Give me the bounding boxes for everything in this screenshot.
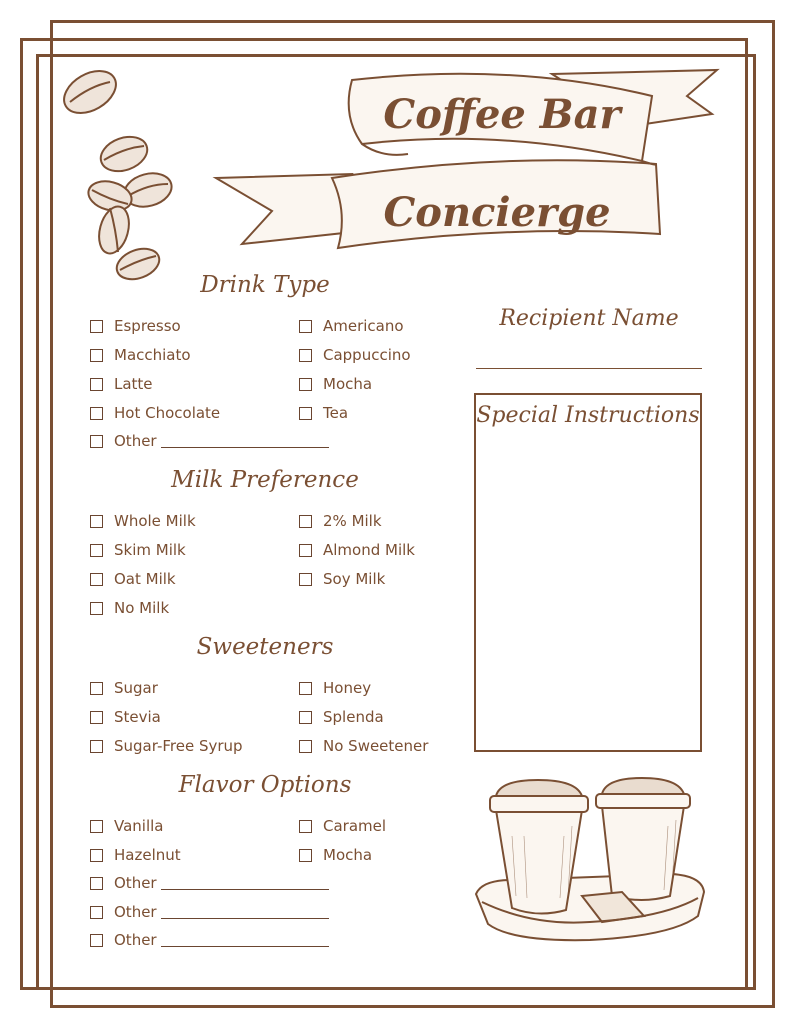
option-label: Mocha bbox=[323, 846, 373, 864]
option-splenda[interactable] bbox=[299, 708, 384, 726]
checkbox[interactable] bbox=[299, 515, 312, 528]
option-label: No Sweetener bbox=[323, 737, 429, 755]
option-label: Soy Milk bbox=[323, 570, 386, 588]
option-cappuccino[interactable] bbox=[299, 346, 411, 364]
other-blank-line[interactable] bbox=[161, 876, 329, 890]
checkbox[interactable] bbox=[90, 378, 103, 391]
option-label: Stevia bbox=[114, 708, 161, 726]
other-blank-line[interactable] bbox=[161, 933, 329, 947]
option-espresso[interactable] bbox=[90, 317, 181, 335]
option-label: Mocha bbox=[323, 375, 373, 393]
checkbox[interactable] bbox=[90, 682, 103, 695]
option-sugar-free-syrup[interactable] bbox=[90, 737, 243, 755]
option-label: Other bbox=[114, 432, 157, 450]
option-other-drink[interactable] bbox=[90, 432, 329, 450]
checkbox[interactable] bbox=[90, 320, 103, 333]
option-sugar[interactable] bbox=[90, 679, 158, 697]
checkbox[interactable] bbox=[299, 378, 312, 391]
coffee-cups-illustration bbox=[472, 776, 708, 952]
option-almond-milk[interactable] bbox=[299, 541, 415, 559]
checkbox[interactable] bbox=[90, 820, 103, 833]
checkbox[interactable] bbox=[299, 711, 312, 724]
option-whole-milk[interactable] bbox=[90, 512, 196, 530]
title-line-1: Coffee Bar bbox=[383, 91, 621, 138]
option-label: Honey bbox=[323, 679, 372, 697]
checkbox[interactable] bbox=[90, 349, 103, 362]
other-blank-line[interactable] bbox=[161, 905, 329, 919]
checkbox[interactable] bbox=[90, 934, 103, 947]
milk-preference-heading: Milk Preference bbox=[171, 467, 359, 493]
checkbox[interactable] bbox=[299, 740, 312, 753]
option-hazelnut[interactable] bbox=[90, 846, 181, 864]
option-label: Oat Milk bbox=[114, 570, 176, 588]
checkbox[interactable] bbox=[90, 602, 103, 615]
title-ribbon bbox=[212, 66, 724, 266]
option-tea[interactable] bbox=[299, 404, 348, 422]
option-label: Cappuccino bbox=[323, 346, 411, 364]
checkbox[interactable] bbox=[90, 407, 103, 420]
checkbox[interactable] bbox=[299, 849, 312, 862]
option-no-sweetener[interactable] bbox=[299, 737, 428, 755]
checkbox[interactable] bbox=[90, 711, 103, 724]
checkbox[interactable] bbox=[90, 877, 103, 890]
checkbox[interactable] bbox=[90, 573, 103, 586]
option-soy-milk[interactable] bbox=[299, 570, 385, 588]
option-other-flavor-3[interactable] bbox=[90, 931, 329, 949]
option-label: Macchiato bbox=[114, 346, 191, 364]
recipient-name-line[interactable] bbox=[476, 368, 702, 369]
checkbox[interactable] bbox=[90, 515, 103, 528]
option-label: 2% Milk bbox=[323, 512, 382, 530]
checkbox[interactable] bbox=[299, 349, 312, 362]
option-label: Espresso bbox=[114, 317, 181, 335]
option-other-flavor-1[interactable] bbox=[90, 874, 329, 892]
option-latte[interactable] bbox=[90, 375, 153, 393]
checkbox[interactable] bbox=[299, 682, 312, 695]
option-mocha[interactable] bbox=[299, 375, 372, 393]
sweeteners-heading: Sweeteners bbox=[196, 634, 334, 660]
option-caramel[interactable] bbox=[299, 817, 386, 835]
option-label: Caramel bbox=[323, 817, 387, 835]
option-oat-milk[interactable] bbox=[90, 570, 176, 588]
option-label: No Milk bbox=[114, 599, 170, 617]
checkbox[interactable] bbox=[299, 573, 312, 586]
option-label: Skim Milk bbox=[114, 541, 186, 559]
option-americano[interactable] bbox=[299, 317, 404, 335]
option-mocha-flavor[interactable] bbox=[299, 846, 372, 864]
checkbox[interactable] bbox=[299, 320, 312, 333]
option-no-milk[interactable] bbox=[90, 599, 169, 617]
title-line-2: Concierge bbox=[383, 189, 611, 236]
option-label: Sugar-Free Syrup bbox=[114, 737, 243, 755]
option-label: Other bbox=[114, 903, 157, 921]
checkbox[interactable] bbox=[90, 906, 103, 919]
option-label: Almond Milk bbox=[323, 541, 415, 559]
option-label: Americano bbox=[323, 317, 404, 335]
special-instructions-label: Special Instructions bbox=[476, 403, 700, 428]
other-blank-line[interactable] bbox=[161, 434, 329, 448]
option-stevia[interactable] bbox=[90, 708, 161, 726]
option-label: Sugar bbox=[114, 679, 158, 697]
coffee-beans-illustration bbox=[60, 66, 180, 286]
checkbox[interactable] bbox=[299, 544, 312, 557]
option-other-flavor-2[interactable] bbox=[90, 903, 329, 921]
option-label: Whole Milk bbox=[114, 512, 196, 530]
option-honey[interactable] bbox=[299, 679, 371, 697]
option-vanilla[interactable] bbox=[90, 817, 164, 835]
recipient-name-label: Recipient Name bbox=[499, 306, 679, 331]
option-label: Splenda bbox=[323, 708, 384, 726]
option-hot-chocolate[interactable] bbox=[90, 404, 220, 422]
option-2pct-milk[interactable] bbox=[299, 512, 382, 530]
checkbox[interactable] bbox=[90, 740, 103, 753]
checkbox[interactable] bbox=[90, 544, 103, 557]
option-label: Other bbox=[114, 874, 157, 892]
flavor-options-heading: Flavor Options bbox=[178, 772, 352, 798]
special-instructions-box[interactable] bbox=[474, 393, 702, 752]
option-label: Hot Chocolate bbox=[114, 404, 221, 422]
option-label: Vanilla bbox=[114, 817, 164, 835]
drink-type-heading: Drink Type bbox=[200, 272, 330, 298]
checkbox[interactable] bbox=[90, 435, 103, 448]
option-label: Latte bbox=[114, 375, 153, 393]
option-label: Tea bbox=[323, 404, 349, 422]
option-label: Hazelnut bbox=[114, 846, 181, 864]
checkbox[interactable] bbox=[90, 849, 103, 862]
option-macchiato[interactable] bbox=[90, 346, 191, 364]
option-skim-milk[interactable] bbox=[90, 541, 186, 559]
checkbox[interactable] bbox=[299, 407, 312, 420]
checkbox[interactable] bbox=[299, 820, 312, 833]
option-label: Other bbox=[114, 931, 157, 949]
